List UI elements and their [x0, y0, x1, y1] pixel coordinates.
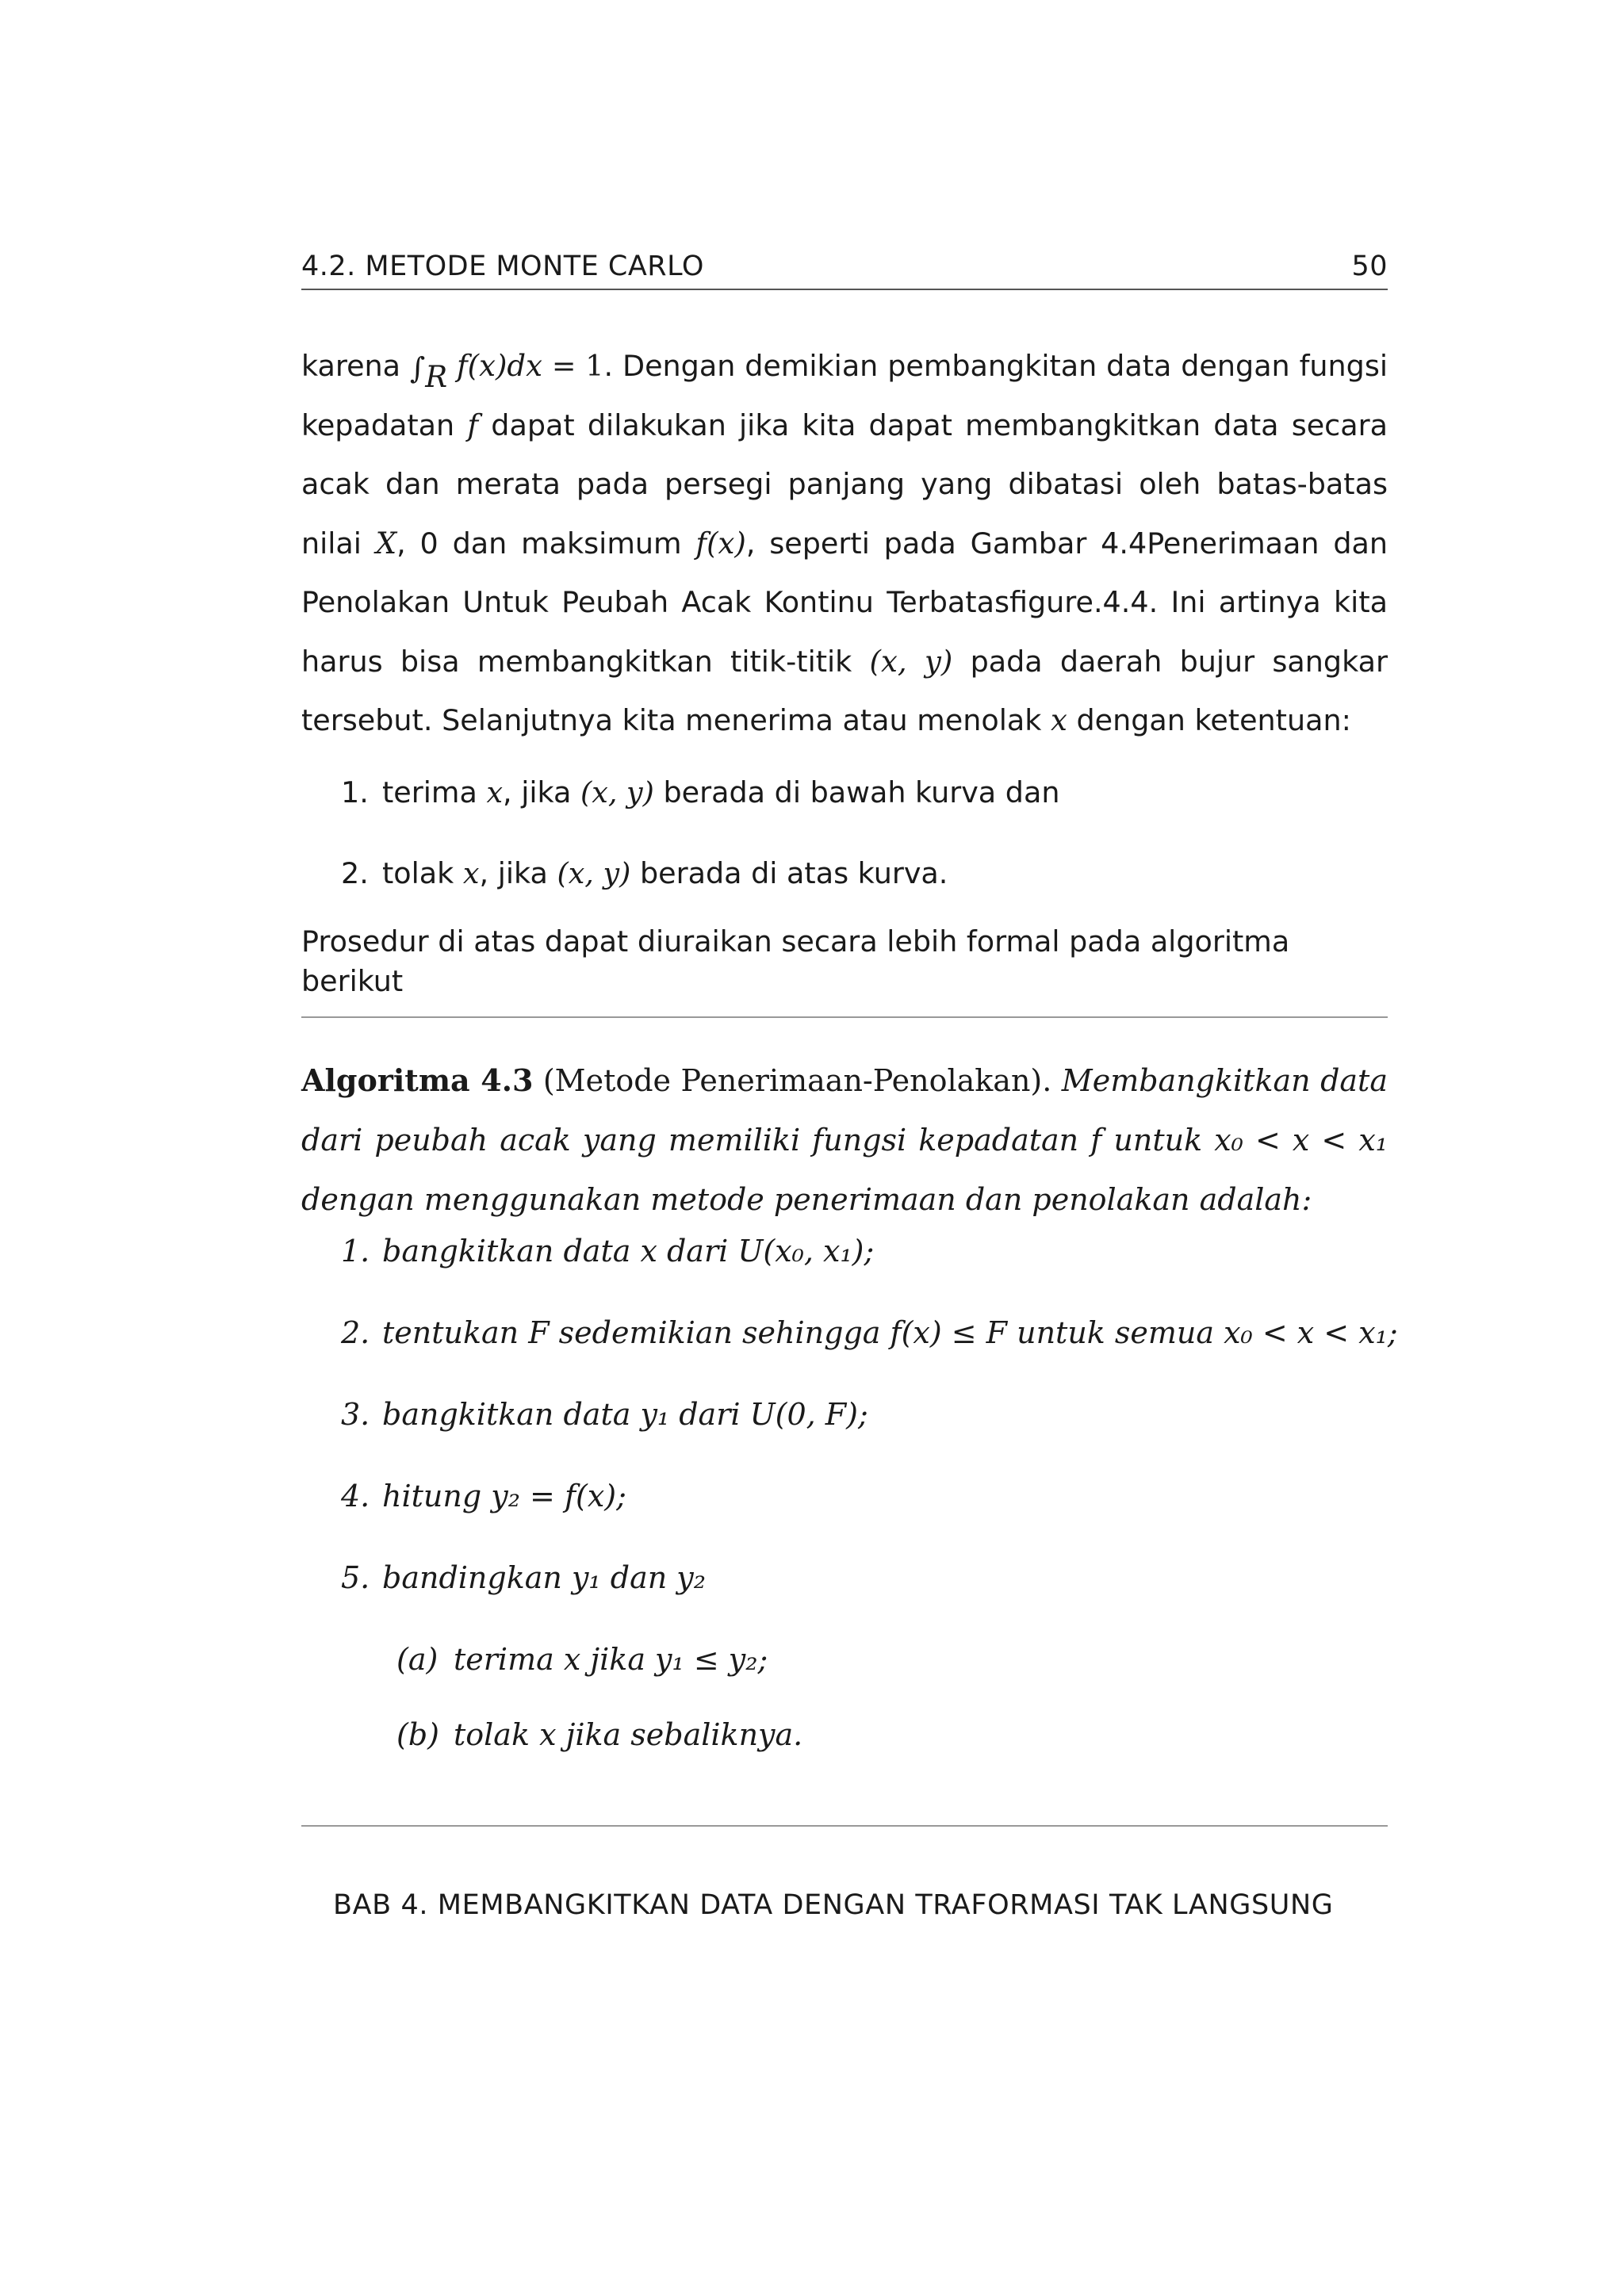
para-text: , seperti pada Gambar 4.4Penerimaan dan Penolakan Untuk Peubah Acak Kontinu Terbatasfigure.4.4. Ini artinya kita harus bisa membangkitkan titik-titik: [301, 526, 1388, 679]
para-text: dapat dilakukan jika kita dapat membangkitkan data secara acak dan merata pada persegi panjang yang dibatasi oleh batas-batas nilai: [301, 408, 1388, 561]
algorithm-text: dengan menggunakan metode penerimaan dan penolakan adalah:: [301, 1182, 1312, 1217]
integrand: f(x)dx: [456, 349, 542, 383]
page-number: 50: [1351, 251, 1388, 282]
algorithm-step: [341, 1476, 626, 1516]
substep-text: terima x jika y₁ ≤ y₂;: [454, 1642, 768, 1677]
para-text: . Dengan demikian pembangkitan data dengan fungsi kepadatan: [301, 349, 1388, 442]
algorithm-substep: [396, 1640, 768, 1679]
math-expr: (x, y): [557, 856, 631, 890]
list-number: 2.: [341, 856, 369, 890]
integral-subscript: R: [425, 360, 448, 394]
step-text: bangkitkan data x dari U(x₀, x₁);: [382, 1234, 875, 1269]
math-expr: x₀ < x < x₁: [1214, 1123, 1388, 1158]
math-var: f: [1090, 1123, 1102, 1158]
algorithm-name: (Metode Penerimaan-Penolakan).: [542, 1063, 1052, 1098]
step-number: 2.: [341, 1315, 370, 1350]
para-text: pada daerah bujur sangkar tersebut. Selanjutnya kita menerima atau menolak: [301, 644, 1388, 737]
running-header: [301, 247, 1388, 290]
step-number: 3.: [341, 1397, 370, 1432]
list-text: tolak: [382, 856, 454, 890]
algorithm-text: untuk: [1113, 1123, 1203, 1158]
math-var: f: [467, 408, 479, 442]
step-number: 4.: [341, 1479, 370, 1513]
algorithm-substep: [396, 1715, 802, 1755]
para-text: , 0 dan maksimum: [396, 526, 682, 561]
substep-label: (a): [396, 1642, 439, 1677]
list-text: , jika: [503, 775, 572, 809]
math-expr: (x, y): [580, 775, 654, 809]
para-text: karena: [301, 349, 401, 383]
math-var: x: [486, 775, 504, 809]
algorithm-top-rule: [301, 1016, 1388, 1018]
list-number: 1.: [341, 775, 369, 809]
math-var: X: [375, 526, 397, 561]
list-text: terima: [382, 775, 477, 809]
algorithm-step: [341, 1231, 874, 1271]
substep-label: (b): [396, 1717, 439, 1752]
math-expr: f(x): [695, 526, 746, 561]
list-item: [341, 773, 1059, 813]
step-number: 5.: [341, 1560, 370, 1595]
algorithm-step: [341, 1313, 1398, 1353]
chapter-footer: BAB 4. MEMBANGKITKAN DATA DENGAN TRAFORMASI TAK LANGSUNG: [333, 1889, 1334, 1921]
algorithm-label: Algoritma 4.3: [301, 1062, 534, 1098]
algorithm-intro: [301, 1050, 1388, 1230]
substep-text: tolak x jika sebaliknya.: [454, 1717, 803, 1752]
step-text: hitung y₂ = f(x);: [382, 1479, 626, 1513]
step-text: bangkitkan data y₁ dari U(0, F);: [382, 1397, 868, 1432]
algorithm-text: Membangkitkan data dari peubah acak yang memiliki fungsi kepadatan: [301, 1063, 1388, 1158]
equals-one: = 1: [542, 349, 604, 383]
math-var: x: [1050, 703, 1067, 737]
algorithm-bottom-rule: [301, 1825, 1388, 1827]
algorithm-step: [341, 1395, 868, 1434]
step-number: 1.: [341, 1234, 370, 1269]
prosedur-text: Prosedur di atas dapat diuraikan secara lebih formal pada algoritma berikut: [301, 924, 1290, 998]
list-text: berada di bawah kurva dan: [663, 775, 1060, 809]
math-expr: (x, y): [869, 644, 953, 679]
math-var: x: [462, 856, 480, 890]
list-text: berada di atas kurva.: [639, 856, 948, 890]
body-paragraph: [301, 337, 1388, 751]
step-text: tentukan F sedemikian sehingga f(x) ≤ F untuk semua x₀ < x < x₁;: [382, 1315, 1398, 1350]
section-title: 4.2. METODE MONTE CARLO: [301, 251, 704, 282]
algorithm-step: [341, 1558, 706, 1598]
step-text: bandingkan y₁ dan y₂: [382, 1560, 706, 1595]
integral-sign: ∫: [409, 351, 426, 385]
list-text: , jika: [479, 856, 548, 890]
list-item: [341, 854, 948, 894]
para-text: dengan ketentuan:: [1076, 703, 1351, 737]
